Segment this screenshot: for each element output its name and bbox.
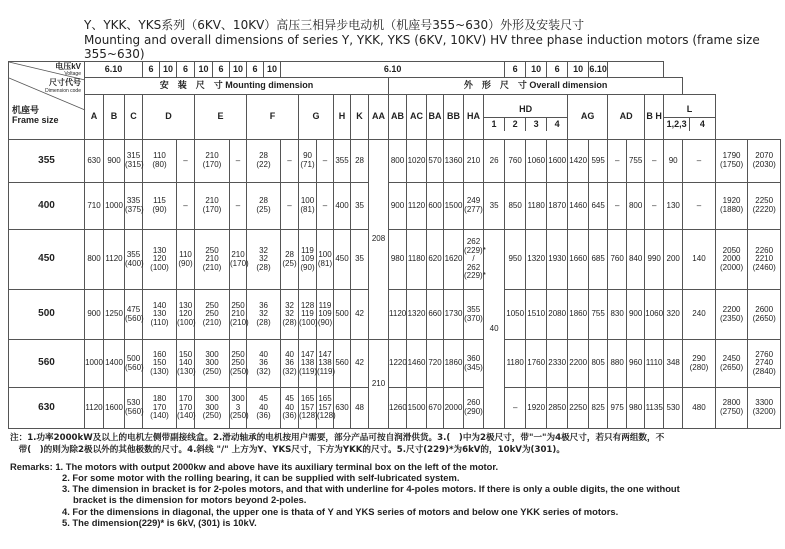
- cell-hd-3: 1600: [547, 140, 568, 183]
- voltage-cell: 6.10: [281, 62, 505, 78]
- cell-ba: 600: [427, 183, 444, 230]
- frame-size-cell: 400: [9, 183, 85, 230]
- cell-l-4: 2760 2740 (2840): [748, 340, 781, 388]
- cell-a: 1120: [85, 388, 104, 429]
- col-ab: AB: [389, 95, 407, 140]
- cell-l-123: 2200 (2350): [715, 290, 748, 340]
- cell-ag-6kv: 755: [589, 290, 608, 340]
- column-code-row: [9, 95, 781, 140]
- voltage-cell: 10: [526, 62, 547, 78]
- cell-e-6kv: 210 (170): [195, 183, 230, 230]
- table-row: [9, 230, 781, 290]
- cell-c: 500 (560): [125, 340, 143, 388]
- cell-bh-6kv: 348: [664, 340, 683, 388]
- l-label: L: [664, 103, 715, 118]
- cell-g-6kv: 100 (81): [299, 183, 317, 230]
- cell-ag-6kv: 805: [589, 340, 608, 388]
- cell-a: 630: [85, 140, 104, 183]
- l-pole-4: 4: [699, 118, 705, 129]
- l-pole-row: [664, 118, 715, 132]
- voltage-row: [9, 62, 781, 78]
- cell-bb: 2000: [444, 388, 464, 429]
- cell-ba: 570: [427, 140, 444, 183]
- frame-size-cell: 355: [9, 140, 85, 183]
- cell-g-6kv: 147 138 (119): [299, 340, 317, 388]
- cell-bb-secondary: 249 (277): [464, 183, 484, 230]
- cell-ba: 670: [427, 388, 444, 429]
- cell-e-10kv: 250 250 (250): [230, 340, 247, 388]
- cell-d-6kv: 160 150 (130): [143, 340, 177, 388]
- cell-g-10kv: –: [317, 183, 334, 230]
- cell-l-123: 2050 2000 (2000): [715, 230, 748, 290]
- cell-hd-4: 1860: [568, 290, 589, 340]
- cell-ba: 720: [427, 340, 444, 388]
- voltage-cell: 10: [195, 62, 213, 78]
- cell-d-6kv: 180 170 (140): [143, 388, 177, 429]
- cell-ha-merged: 40: [484, 230, 505, 429]
- remarks-line-3: 3. The dimension in bracket is for 2-poles motors, and that with underline for 4-poles motors. If there is only a ouble digits, the one without: [62, 483, 680, 494]
- remarks-line-4: bracket is the dimension for motors beyond 2-poles.: [73, 494, 307, 505]
- cell-ad-6kv: 900: [627, 290, 645, 340]
- cell-k: 35: [351, 230, 369, 290]
- dimension-code-label-en: Dimension code: [45, 88, 81, 94]
- cell-ag-6kv: 645: [589, 183, 608, 230]
- cell-ha: 35: [484, 183, 505, 230]
- col-bh: B H: [645, 95, 664, 140]
- cell-hd-2: 1920: [526, 388, 547, 429]
- voltage-cell: 6: [143, 62, 160, 78]
- cell-h: 355: [334, 140, 351, 183]
- cell-d-10kv: 130 120 (100): [177, 290, 195, 340]
- col-l: [664, 95, 716, 140]
- cell-bb: 1360: [444, 140, 464, 183]
- cell-ag-10kv: 975: [608, 388, 627, 429]
- cell-ad-10kv: –: [645, 183, 664, 230]
- col-f: F: [247, 95, 299, 140]
- cell-l-4: 3300 (3200): [748, 388, 781, 429]
- voltage-cell: 6.10: [589, 62, 608, 78]
- cell-d-6kv: 115 (90): [143, 183, 177, 230]
- col-ac: AC: [407, 95, 427, 140]
- cell-hd-4: 1420: [568, 140, 589, 183]
- cell-aa-merged-upper: 208: [369, 140, 389, 340]
- dimension-table: [8, 61, 781, 429]
- cell-hd-3: 2850: [547, 388, 568, 429]
- cell-ad-6kv: 755: [627, 140, 645, 183]
- cell-ad-6kv: 840: [627, 230, 645, 290]
- cell-b: 1400: [104, 340, 125, 388]
- cell-h: 630: [334, 388, 351, 429]
- cell-b: 1250: [104, 290, 125, 340]
- cell-ag-6kv: 595: [589, 140, 608, 183]
- cell-g-6kv: 90 (71): [299, 140, 317, 183]
- col-hd: [484, 95, 568, 140]
- remarks-line-6: 5. The dimension(229)* is 6kV, (301) is 10kV.: [62, 517, 257, 528]
- cell-l-123: 1920 (1880): [715, 183, 748, 230]
- cell-a: 900: [85, 290, 104, 340]
- cell-bh-6kv: 90: [664, 140, 683, 183]
- cell-l-4: 2260 2210 (2460): [748, 230, 781, 290]
- cell-hd-1: 1180: [505, 340, 526, 388]
- hd-pole-4: 4: [554, 118, 560, 129]
- remarks-line-5: 4. For the dimensions in diagonal, the upper one is thata of Y and YKS series of motors and below one YKK series of motors.: [62, 506, 619, 517]
- cell-f-10kv: 40 36 (32): [281, 340, 299, 388]
- cell-ac: 1180: [407, 230, 427, 290]
- cell-e-10kv: 300 3 (250): [230, 388, 247, 429]
- col-aa: AA: [369, 95, 389, 140]
- cell-ac: 1120: [407, 183, 427, 230]
- cell-e-10kv: –: [230, 140, 247, 183]
- voltage-cell: 10: [568, 62, 589, 78]
- cell-b: 1600: [104, 388, 125, 429]
- cell-ac: 1020: [407, 140, 427, 183]
- col-e: E: [195, 95, 247, 140]
- cell-hd-2: 1760: [526, 340, 547, 388]
- overall-dimension-header: 外 形 尺 寸 Overall dimension: [389, 78, 683, 95]
- cell-ha: 26: [484, 140, 505, 183]
- voltage-cell: 10: [230, 62, 247, 78]
- cell-bb-secondary: 360 (345): [464, 340, 484, 388]
- cell-hd-2: 1510: [526, 290, 547, 340]
- col-bb: BB: [444, 95, 464, 140]
- cell-ag-10kv: 830: [608, 290, 627, 340]
- col-ba: BA: [427, 95, 444, 140]
- table-row: [9, 140, 781, 183]
- cell-hd-2: 1320: [526, 230, 547, 290]
- cell-k: 48: [351, 388, 369, 429]
- voltage-cell: 10: [160, 62, 177, 78]
- cell-k: 42: [351, 340, 369, 388]
- cell-f-10kv: –: [281, 183, 299, 230]
- voltage-cell: 6: [213, 62, 230, 78]
- frame-label-cn: 机座号: [12, 105, 40, 115]
- cell-k: 35: [351, 183, 369, 230]
- cell-hd-4: 2200: [568, 340, 589, 388]
- cell-d-10kv: 170 170 (140): [177, 388, 195, 429]
- cell-bb: 1860: [444, 340, 464, 388]
- cell-ab: 1120: [389, 290, 407, 340]
- cell-ad-10kv: 1110: [645, 340, 664, 388]
- frame-label-en: Frame size: [12, 114, 59, 125]
- voltage-cell: [608, 62, 664, 78]
- cell-hd-4: 1660: [568, 230, 589, 290]
- table-row: [9, 290, 781, 340]
- cell-d-6kv: 140 130 (110): [143, 290, 177, 340]
- cell-ag-6kv: 825: [589, 388, 608, 429]
- cell-l-4: 2070 (2030): [748, 140, 781, 183]
- cell-e-6kv: 250 210 (210): [195, 230, 230, 290]
- hd-label: HD: [484, 103, 567, 118]
- cell-a: 710: [85, 183, 104, 230]
- cell-e-10kv: 210 (170): [230, 230, 247, 290]
- cell-k: 42: [351, 290, 369, 340]
- cell-ad-6kv: 960: [627, 340, 645, 388]
- cell-d-10kv: –: [177, 140, 195, 183]
- cell-c: 355 (400): [125, 230, 143, 290]
- cell-d-6kv: 130 120 (100): [143, 230, 177, 290]
- cell-h: 500: [334, 290, 351, 340]
- voltage-cell: 6: [177, 62, 195, 78]
- cell-g-6kv: 119 109 (90): [299, 230, 317, 290]
- remarks-line-2: 2. For some motor with the rolling bearing, it can be supplied with self-lubricated system.: [62, 472, 460, 483]
- cell-bh-10kv: –: [683, 140, 716, 183]
- cell-bh-6kv: 320: [664, 290, 683, 340]
- cell-g-10kv: 100 (81): [317, 230, 334, 290]
- cell-l-123: 2800 (2750): [715, 388, 748, 429]
- cell-ag-10kv: 880: [608, 340, 627, 388]
- cell-ba: 620: [427, 230, 444, 290]
- voltage-cell: 6: [547, 62, 568, 78]
- cell-ad-10kv: 1135: [645, 388, 664, 429]
- col-c: C: [125, 95, 143, 140]
- cell-l-123: 1790 (1750): [715, 140, 748, 183]
- cell-k: 28: [351, 140, 369, 183]
- cell-f-6kv: 36 32 (28): [247, 290, 281, 340]
- table-row: [9, 340, 781, 388]
- col-g: G: [299, 95, 334, 140]
- cell-d-10kv: 150 140 (130): [177, 340, 195, 388]
- cell-l-4: 2600 (2650): [748, 290, 781, 340]
- col-a: A: [85, 95, 104, 140]
- frame-size-cell: 500: [9, 290, 85, 340]
- cell-e-10kv: –: [230, 183, 247, 230]
- cell-g-10kv: 165 157 (128): [317, 388, 334, 429]
- cell-g-6kv: 128 119 (100): [299, 290, 317, 340]
- cell-bb: 1730: [444, 290, 464, 340]
- cell-ad-10kv: 1060: [645, 290, 664, 340]
- notes-cn-line-1: 注：1.功率2000kW及以上的电机左侧带副接线盒。2.滑动轴承的电机按用户需要，部分产品可按自润滑供货。3.( )中为2极尺寸，带"一"为4极尺寸，若只有两组数，不: [10, 433, 665, 443]
- notes-cn-line-2: 带( )的则为除2极以外的其他极数的尺寸。4.斜线 "/" 上方为Y、YKS尺寸，下方为YKK的尺寸。5.尺寸(229)*为6kV的，10kV为(301)。: [10, 445, 565, 455]
- cell-e-6kv: 300 300 (250): [195, 340, 230, 388]
- cell-bb: 1620: [444, 230, 464, 290]
- hd-pole-3: 3: [526, 118, 547, 132]
- cell-f-6kv: 28 (22): [247, 140, 281, 183]
- cell-f-10kv: 45 40 (36): [281, 388, 299, 429]
- cell-g-6kv: 165 157 (128): [299, 388, 317, 429]
- table-row: [9, 183, 781, 230]
- cell-bb-secondary: 262 (229)* / 262 (229)*: [464, 230, 484, 290]
- cell-bh-10kv: –: [683, 183, 716, 230]
- voltage-label-en: Voltage: [64, 71, 81, 77]
- cell-bh-10kv: 290 (280): [683, 340, 716, 388]
- cell-b: 1000: [104, 183, 125, 230]
- cell-f-10kv: 32 32 (28): [281, 290, 299, 340]
- cell-hd-3: 1870: [547, 183, 568, 230]
- l-pole-123: 1,2,3: [664, 118, 690, 132]
- cell-hd-1: 1050: [505, 290, 526, 340]
- cell-ad-10kv: –: [645, 140, 664, 183]
- col-h: H: [334, 95, 351, 140]
- col-ag: AG: [568, 95, 608, 140]
- hd-pole-row: [484, 118, 567, 132]
- cell-d-6kv: 110 (80): [143, 140, 177, 183]
- cell-ag-10kv: –: [608, 183, 627, 230]
- cell-bh-6kv: 130: [664, 183, 683, 230]
- cell-g-10kv: 119 109 (90): [317, 290, 334, 340]
- cell-ab: 900: [389, 183, 407, 230]
- cell-hd-3: 2080: [547, 290, 568, 340]
- cell-a: 800: [85, 230, 104, 290]
- cell-ad-10kv: 990: [645, 230, 664, 290]
- cell-c: 475 (560): [125, 290, 143, 340]
- cell-ad-6kv: 980: [627, 388, 645, 429]
- frame-size-cell: 630: [9, 388, 85, 429]
- cell-bh-6kv: 200: [664, 230, 683, 290]
- title-chinese: Y、YKK、YKS系列（6KV、10KV）高压三相异步电动机（机座号355~630）外形及安装尺寸: [84, 18, 585, 32]
- cell-ag-10kv: –: [608, 140, 627, 183]
- col-d: D: [143, 95, 195, 140]
- cell-a: 1000: [85, 340, 104, 388]
- cell-l-123: 2450 (2650): [715, 340, 748, 388]
- cell-ad-6kv: 800: [627, 183, 645, 230]
- voltage-cell: 6: [505, 62, 526, 78]
- cell-d-10kv: –: [177, 183, 195, 230]
- cell-bb-secondary: 260 (290): [464, 388, 484, 429]
- cell-f-6kv: 45 40 (36): [247, 388, 281, 429]
- mounting-dimension-header: 安 装 尺 寸 Mounting dimension: [85, 78, 389, 95]
- frame-size-label: [12, 106, 59, 126]
- cell-ba: 660: [427, 290, 444, 340]
- cell-f-10kv: 28 (25): [281, 230, 299, 290]
- cell-ac: 1460: [407, 340, 427, 388]
- cell-ab: 1220: [389, 340, 407, 388]
- title-english: Mounting and overall dimensions of series Y, YKK, YKS (6KV, 10KV) HV three phase induction motors (frame size 355~630): [84, 33, 760, 61]
- cell-ac: 1320: [407, 290, 427, 340]
- cell-bb-secondary: 355 (370): [464, 290, 484, 340]
- voltage-cell: 6: [247, 62, 264, 78]
- table-row: [9, 388, 781, 429]
- cell-ab: 1260: [389, 388, 407, 429]
- voltage-label: 电压kV: [55, 62, 81, 71]
- cell-h: 450: [334, 230, 351, 290]
- cell-d-10kv: 110 (90): [177, 230, 195, 290]
- cell-ab: 800: [389, 140, 407, 183]
- section-row: [9, 78, 781, 95]
- cell-ac: 1500: [407, 388, 427, 429]
- cell-c: 315 (315): [125, 140, 143, 183]
- dimension-code-label: 尺寸代号: [49, 78, 81, 87]
- cell-b: 1120: [104, 230, 125, 290]
- col-k: K: [351, 95, 369, 140]
- cell-e-6kv: 210 (170): [195, 140, 230, 183]
- voltage-cell: 10: [264, 62, 281, 78]
- cell-bh-10kv: 480: [683, 388, 716, 429]
- cell-ag-6kv: 685: [589, 230, 608, 290]
- cell-hd-1: –: [505, 388, 526, 429]
- cell-hd-2: 1060: [526, 140, 547, 183]
- cell-hd-1: 850: [505, 183, 526, 230]
- cell-bb: 1500: [444, 183, 464, 230]
- cell-g-10kv: –: [317, 140, 334, 183]
- cell-hd-3: 2330: [547, 340, 568, 388]
- frame-size-cell: 560: [9, 340, 85, 388]
- cell-bh-6kv: 530: [664, 388, 683, 429]
- frame-size-cell: 450: [9, 230, 85, 290]
- cell-bb-secondary: 210: [464, 140, 484, 183]
- cell-hd-1: 950: [505, 230, 526, 290]
- cell-h: 400: [334, 183, 351, 230]
- hd-pole-2: 2: [505, 118, 526, 132]
- remarks-line-1: Remarks: 1. The motors with output 2000kw and above have its auxiliary terminal box on the left of the motor.: [10, 461, 499, 472]
- cell-c: 530 (560): [125, 388, 143, 429]
- col-ad: AD: [608, 95, 645, 140]
- voltage-cell: 6.10: [85, 62, 143, 78]
- col-b: B: [104, 95, 125, 140]
- cell-g-10kv: 147 138 (119): [317, 340, 334, 388]
- table-body: [9, 140, 781, 429]
- cell-aa-merged-lower: 210: [369, 340, 389, 429]
- cell-e-6kv: 300 300 (250): [195, 388, 230, 429]
- cell-ab: 980: [389, 230, 407, 290]
- col-ha: HA: [464, 95, 484, 140]
- cell-f-6kv: 32 32 (28): [247, 230, 281, 290]
- cell-hd-1: 760: [505, 140, 526, 183]
- header-corner: [9, 62, 85, 140]
- hd-pole-1: 1: [484, 118, 505, 132]
- cell-hd-3: 1930: [547, 230, 568, 290]
- cell-f-6kv: 40 36 (32): [247, 340, 281, 388]
- cell-l-4: 2250 (2220): [748, 183, 781, 230]
- cell-e-6kv: 250 250 (210): [195, 290, 230, 340]
- cell-bh-10kv: 140: [683, 230, 716, 290]
- cell-c: 335 (375): [125, 183, 143, 230]
- cell-ag-10kv: 760: [608, 230, 627, 290]
- cell-bh-10kv: 240: [683, 290, 716, 340]
- cell-h: 560: [334, 340, 351, 388]
- cell-hd-4: 1460: [568, 183, 589, 230]
- cell-hd-4: 2250: [568, 388, 589, 429]
- cell-f-6kv: 28 (25): [247, 183, 281, 230]
- cell-f-10kv: –: [281, 140, 299, 183]
- cell-b: 900: [104, 140, 125, 183]
- cell-e-10kv: 250 210 (210): [230, 290, 247, 340]
- cell-hd-2: 1180: [526, 183, 547, 230]
